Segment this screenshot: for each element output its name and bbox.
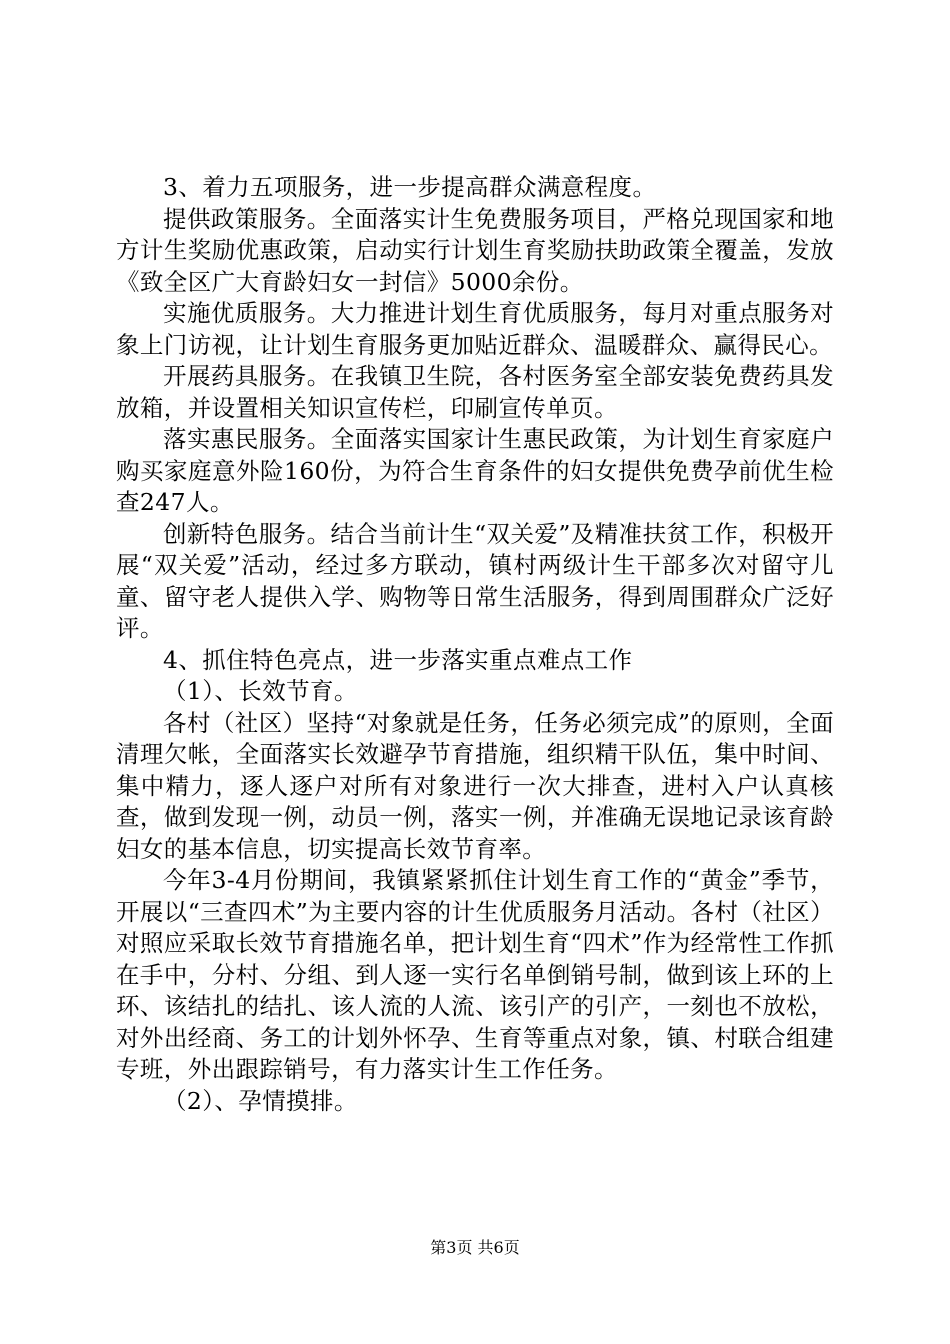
paragraph-section-4-heading: 4、抓住特色亮点，进一步落实重点难点工作 xyxy=(163,645,633,674)
paragraph-subheading-2: （2）、孕情摸排。 xyxy=(163,1086,358,1115)
paragraph-long-term-contraception: 各村（社区）坚持“对象就是任务，任务必须完成”的原则，全面清理欠帐，全面落实长效避孕节育措施，组织精干队伍，集中时间、集中精力，逐人逐户对所有对象进行一次大排查，进村入户认真核查，做到发现一例，动员一例，落实一例，并准确无误地记录该育龄妇女的基本信息，切实提高长效节育率。 xyxy=(116,708,834,863)
paragraph-policy-service: 提供政策服务。全面落实计生免费服务项目，严格兑现国家和地方计生奖励优惠政策，启动实行计划生育奖励扶助政策全覆盖，发放《致全区广大育龄妇女一封信》5000余份。 xyxy=(116,204,834,296)
paragraph-special-service: 创新特色服务。结合当前计生“双关爱”及精准扶贫工作，积极开展“双关爱”活动，经过多方联动，镇村两级计生干部多次对留守儿童、留守老人提供入学、购物等日常生活服务，得到周围群众广泛好评。 xyxy=(116,519,834,642)
paragraph-section-3-heading: 3、着力五项服务，进一步提高群众满意程度。 xyxy=(163,173,657,201)
paragraph-quality-service: 实施优质服务。大力推进计划生育优质服务，每月对重点服务对象上门访视，让计划生育服务更加贴近群众、温暖群众、赢得民心。 xyxy=(116,299,834,359)
document-body xyxy=(116,172,834,1117)
page-footer: 第3页 共6页 xyxy=(430,1238,520,1257)
paragraph-subheading-1: （1）、长效节育。 xyxy=(163,677,358,705)
paragraph-benefit-service: 落实惠民服务。全面落实国家计生惠民政策，为计划生育家庭户购买家庭意外险160份，为符合生育条件的妇女提供免费孕前优生检查247人。 xyxy=(116,425,834,516)
paragraph-service-month: 今年3-4月份期间，我镇紧紧抓住计划生育工作的“黄金”季节，开展以“三查四术”为主要内容的计生优质服务月活动。各村（社区）对照应采取长效节育措施名单，把计划生育“四术”作为经常性工作抓在手中，分村、分组、到人逐一实行名单倒销号制，做到该上环的上环、该结扎的结扎、该人流的人流、该引产的引产，一刻也不放松，对外出经商、务工的计划外怀孕、生育等重点对象，镇、村联合组建专班，外出跟踪销号，有力落实计生工作任务。 xyxy=(116,866,834,1083)
paragraph-medicine-service: 开展药具服务。在我镇卫生院，各村医务室全部安装免费药具发放箱，并设置相关知识宣传栏，印刷宣传单页。 xyxy=(116,362,834,422)
